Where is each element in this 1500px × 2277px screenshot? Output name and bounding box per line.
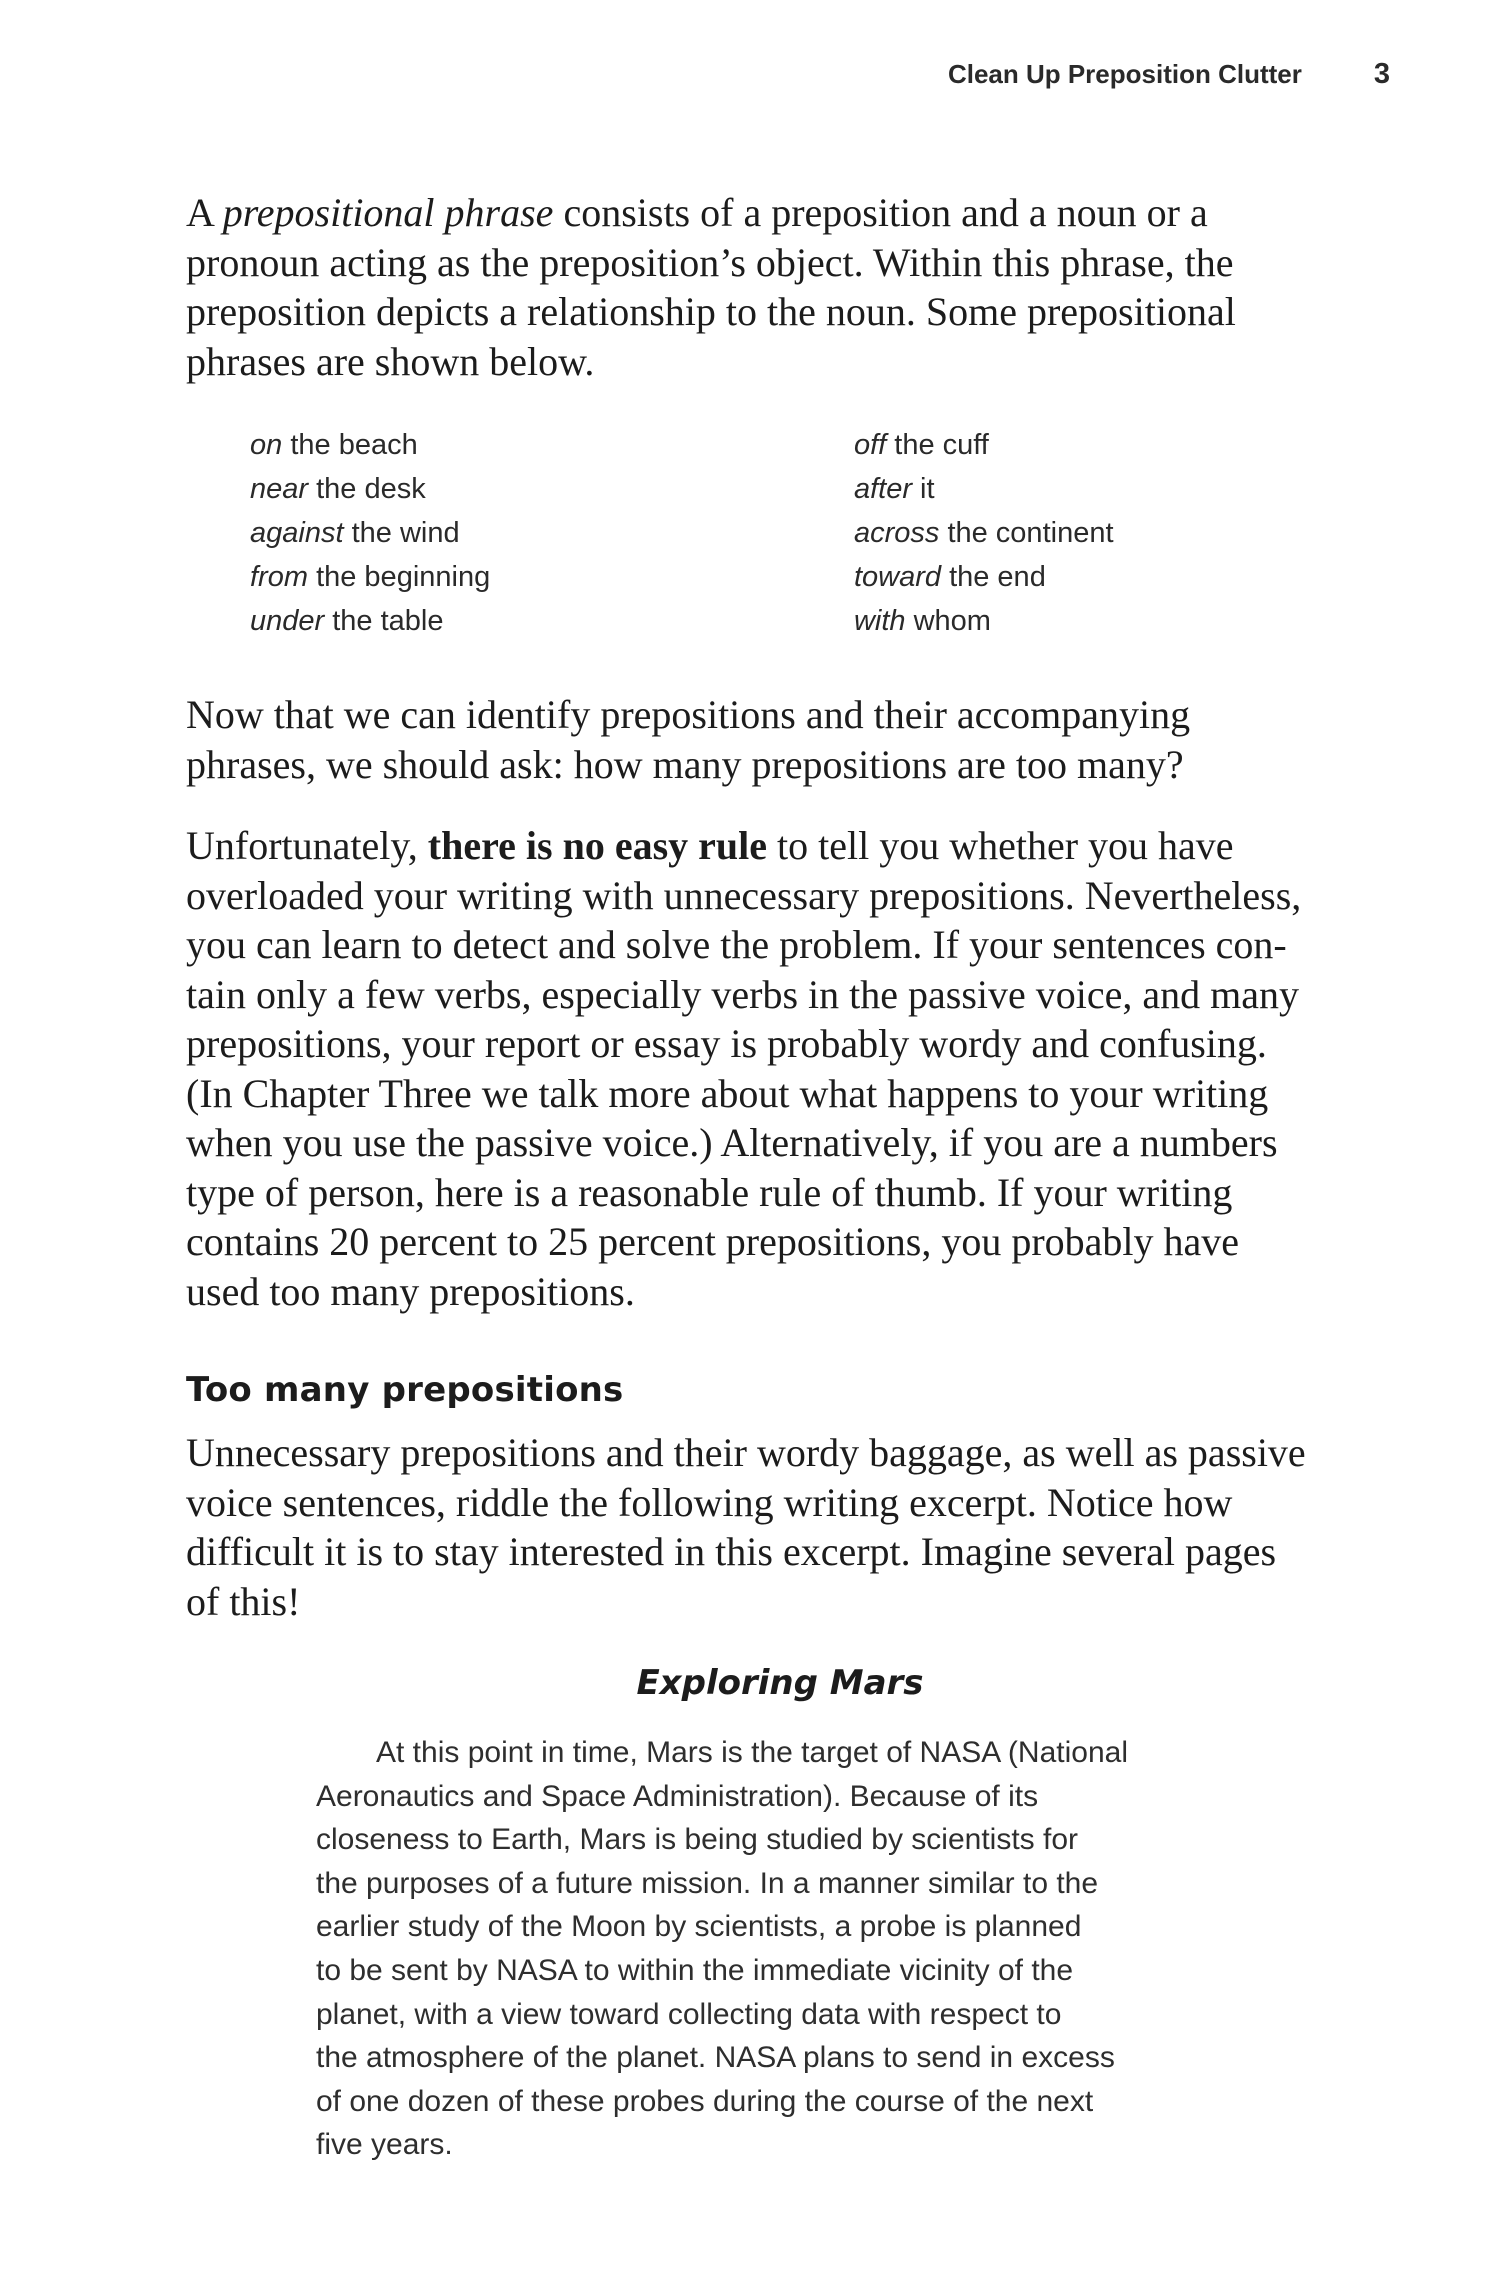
intro-article: A <box>186 190 213 235</box>
example-phrase: toward the end <box>853 561 1046 593</box>
example-phrase: across the continent <box>853 517 1114 549</box>
intro-line-4: phrases are shown below. <box>186 338 595 384</box>
defined-term: prepositional phrase <box>222 190 554 235</box>
emphasis-text: there is no easy rule <box>427 823 767 868</box>
question-paragraph: Now that we can identify prepositions and their accompanying phrases, we should ask: how many prepositions are too many? <box>186 692 1191 787</box>
example-phrase: against the wind <box>250 517 460 549</box>
excerpt-title: Exploring Mars <box>636 1663 924 1703</box>
running-header <box>948 58 1390 91</box>
section-paragraph: Unnecessary prepositions and their wordy baggage, as well as passive voice sentences, riddle the following writing excerpt. Notice how difficult it is to stay interested in this excerpt. Imagine several pages of this! <box>186 1430 1306 1624</box>
example-column-right <box>854 423 1250 643</box>
rule-paragraph: Unfortunately, there is no easy rule to tell you whether you have overloaded your writing with unnecessary prepositions. Nevertheless, you can learn to detect and solve the problem. If your sentences con- tain only a few verbs, especially verbs in the passive voice, and many prepositions, your report or essay is probably wordy and confusing. (In Chapter Three we talk more about what happens to your writing when you use the passive voice.) Alternatively, if you are a numbers type of person, here is a reasonable rule of thumb. If your writing contains 20 percent to 25 percent prepositions, you probably have used too many prepositions. <box>186 823 1302 1314</box>
example-phrase: off the cuff <box>853 429 989 461</box>
intro-paragraph <box>186 188 1376 386</box>
intro-line-2: pronoun acting as the preposition’s object. Within this phrase, the <box>186 239 1234 285</box>
example-phrases <box>250 423 1250 643</box>
intro-line-3: preposition depicts a relationship to the noun. Some prepositional <box>186 289 1236 334</box>
page-number: 3 <box>1373 58 1390 90</box>
example-phrase: with whom <box>853 605 991 637</box>
example-column-left <box>250 423 854 643</box>
example-phrase: on the beach <box>250 429 418 461</box>
chapter-title: Clean Up Preposition Clutter <box>947 59 1302 89</box>
intro-line-1: consists of a preposition and a noun or a <box>563 190 1208 235</box>
example-phrase: under the table <box>250 605 444 637</box>
example-phrase: near the desk <box>250 473 426 505</box>
example-phrase: from the beginning <box>250 561 491 593</box>
example-phrase: after it <box>853 473 935 505</box>
excerpt-text: At this point in time, Mars is the target of NASA (National Aeronautics and Space Administration). Because of its closeness to Earth, Mars is being studied by scientists for the purposes of a future mission. In a manner similar to the earlier study of the Moon by scientists, a probe is planned to be sent by NASA to within the immediate vicinity of the planet, with a view toward collecting data with respect to the atmosphere of the planet. NASA plans to send in excess of one dozen of these probes during the course of the next five years. <box>316 1736 1128 2162</box>
section-heading: Too many prepositions <box>186 1370 624 1410</box>
